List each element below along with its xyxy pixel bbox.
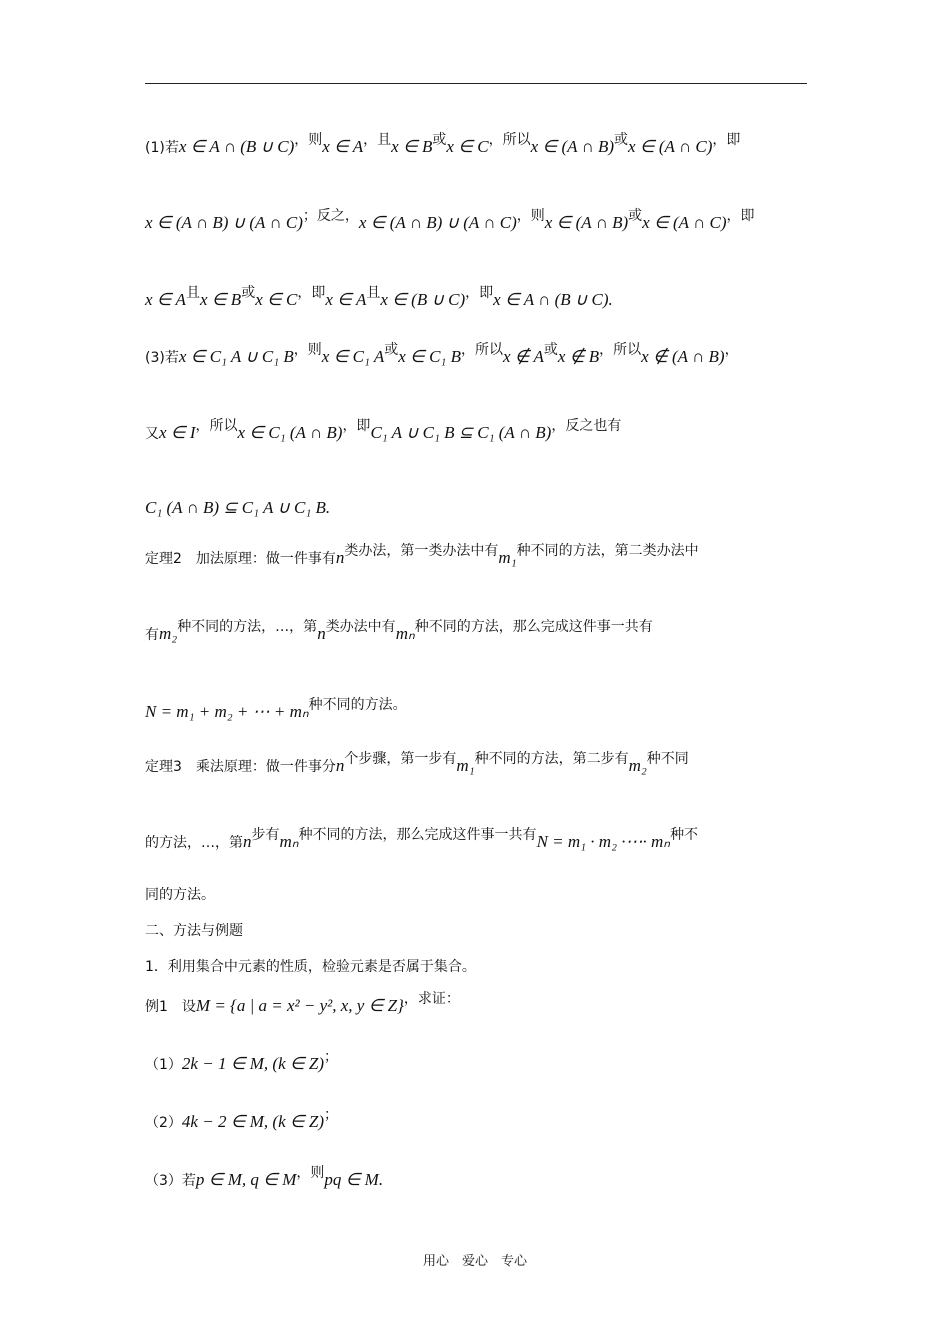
math-expression: N = m₁ · m₂ ·⋯· mₙ	[536, 832, 671, 851]
math-expression: m₁	[456, 756, 475, 775]
text-line	[145, 543, 699, 568]
text-span: 种不同的方法，那么完成这件事一共有	[298, 827, 537, 843]
text-span: 步有	[251, 827, 280, 843]
math-expression: 4k − 2 ∈ M, (k ∈ Z)	[181, 1112, 325, 1131]
text-span: 例1 设	[145, 999, 196, 1015]
math-expression: x ∈ A ∩ (B ∪ C)	[178, 137, 295, 156]
math-expression: x ∉ (A ∩ B)	[641, 347, 725, 366]
math-expression: M = {a | a = x² − y², x, y ∈ Z}	[195, 996, 404, 1015]
math-expression: pq ∈ M.	[324, 1170, 384, 1189]
text-span: ，	[724, 342, 739, 358]
text-line	[145, 751, 689, 776]
text-line	[145, 285, 613, 310]
text-span: （1）	[145, 1057, 182, 1073]
text-span: 类办法，第一类办法中有	[344, 543, 499, 559]
text-span: 或	[543, 342, 558, 358]
math-expression: 2k − 1 ∈ M, (k ∈ Z)	[181, 1054, 325, 1073]
text-span: ，反之也有	[551, 418, 622, 434]
math-expression: x ∈ (A ∩ C)	[642, 213, 727, 232]
text-line	[145, 619, 653, 644]
text-span: （2）	[145, 1115, 182, 1131]
text-span: ，则	[296, 1165, 325, 1181]
math-expression: mₙ	[279, 832, 299, 851]
text-span: 且	[185, 285, 200, 301]
math-expression: x ∈ (B ∪ C)	[380, 290, 466, 309]
math-expression: x ∈ (A ∩ B) ∪ (A ∩ C)	[358, 213, 517, 232]
text-span: 种不	[670, 827, 699, 843]
text-line	[145, 208, 755, 233]
text-span: (3)若	[145, 350, 179, 366]
math-expression: C₁ (A ∩ B) ⊆ C₁ A ∪ C₁ B.	[145, 498, 331, 517]
math-expression: n	[335, 548, 345, 567]
text-span: 种不同的方法，那么完成这件事一共有	[414, 619, 653, 635]
text-span: 有	[145, 627, 159, 643]
text-line	[145, 418, 622, 443]
text-span: 定理3 乘法原理：做一件事分	[145, 759, 336, 775]
text-line	[145, 956, 476, 976]
text-span: 种不同的方法，第二类办法中	[516, 543, 699, 559]
math-expression: x ∈ (A ∩ B) ∪ (A ∩ C)	[145, 213, 303, 232]
math-expression: x ∈ C	[255, 290, 298, 309]
math-expression: x ∈ A	[145, 290, 186, 309]
text-span: 定理2 加法原理：做一件事有	[145, 551, 336, 567]
text-line	[145, 884, 215, 904]
text-span: ；	[324, 1107, 339, 1123]
text-span: ，所以	[195, 418, 238, 434]
math-expression: x ∈ A ∩ (B ∪ C).	[493, 290, 613, 309]
text-line	[145, 342, 739, 367]
math-expression: x ∈ C₁ A ∪ C₁ B	[178, 347, 294, 366]
math-expression: C₁ A ∪ C₁ B ⊆ C₁ (A ∩ B)	[370, 423, 552, 442]
math-expression: x ∈ C	[446, 137, 489, 156]
math-expression: x ∈ (A ∩ B)	[544, 213, 629, 232]
math-expression: mₙ	[395, 624, 415, 643]
header-rule	[145, 83, 807, 84]
math-expression: x ∈ C₁ B	[398, 347, 461, 366]
text-span: 或	[241, 285, 256, 301]
text-span: 种不同	[646, 751, 689, 767]
text-span: ，则	[294, 132, 323, 148]
text-span: 种不同的方法。	[308, 697, 407, 713]
text-span: (1)若	[145, 140, 179, 156]
math-expression: m₂	[628, 756, 647, 775]
text-span: 或	[432, 132, 447, 148]
math-expression: x ∈ I	[159, 423, 196, 442]
text-line	[145, 697, 407, 722]
text-span: 种不同的方法，第二步有	[474, 751, 629, 767]
text-span: 或	[628, 208, 643, 224]
math-expression: x ∈ B	[391, 137, 433, 156]
text-line	[145, 1107, 339, 1132]
math-expression: n	[317, 624, 326, 643]
text-line	[145, 1049, 339, 1074]
text-span: 1．利用集合中元素的性质，检验元素是否属于集合。	[145, 959, 476, 975]
text-span: ，求证：	[403, 991, 460, 1007]
text-span: ，即	[297, 285, 326, 301]
text-line	[145, 991, 460, 1016]
text-span: ，所以	[599, 342, 642, 358]
text-span: 种不同的方法，…，第	[177, 619, 318, 635]
text-line	[145, 827, 699, 852]
text-span: ，即	[342, 418, 371, 434]
math-expression: x ∈ C₁ A	[321, 347, 385, 366]
text-line	[145, 498, 330, 518]
math-expression: p ∈ M, q ∈ M	[195, 1170, 297, 1189]
text-span: ，所以	[460, 342, 503, 358]
math-expression: x ∈ (A ∩ B)	[530, 137, 615, 156]
text-span: （3）若	[145, 1173, 196, 1189]
footer-text: 用心 爱心 专心	[422, 1254, 527, 1269]
text-span: ，且	[363, 132, 392, 148]
text-span: 个步骤，第一步有	[344, 751, 457, 767]
text-span: ；	[324, 1049, 339, 1065]
math-expression: m₂	[159, 624, 178, 643]
math-expression: x ∈ A	[325, 290, 367, 309]
text-span: ，则	[293, 342, 322, 358]
math-expression: x ∈ A	[322, 137, 364, 156]
text-line	[145, 920, 243, 940]
text-span: 且	[366, 285, 381, 301]
math-expression: x ∉ B	[557, 347, 600, 366]
text-span: ，即	[712, 132, 741, 148]
text-span: 又	[145, 426, 159, 442]
text-span: 或	[614, 132, 629, 148]
math-expression: x ∉ A	[502, 347, 544, 366]
math-expression: n	[243, 832, 252, 851]
text-span: ，所以	[488, 132, 531, 148]
math-expression: N = m₁ + m₂ + ⋯ + mₙ	[145, 702, 309, 721]
text-span: ，即	[465, 285, 494, 301]
text-span: ，则	[516, 208, 545, 224]
text-line	[145, 132, 741, 157]
math-expression: n	[335, 756, 345, 775]
math-expression: x ∈ (A ∩ C)	[628, 137, 713, 156]
math-expression: m₁	[498, 548, 517, 567]
text-span: 二、方法与例题	[145, 923, 243, 939]
page-footer	[0, 1250, 950, 1269]
text-span: 类办法中有	[325, 619, 396, 635]
text-span: ，即	[726, 208, 755, 224]
math-expression: x ∈ B	[199, 290, 242, 309]
text-span: 或	[384, 342, 399, 358]
text-span: 的方法，…，第	[145, 835, 243, 851]
text-span: ；反之，	[302, 208, 359, 224]
text-line	[145, 1165, 384, 1190]
math-expression: x ∈ C₁ (A ∩ B)	[237, 423, 343, 442]
text-span: 同的方法。	[145, 887, 215, 903]
